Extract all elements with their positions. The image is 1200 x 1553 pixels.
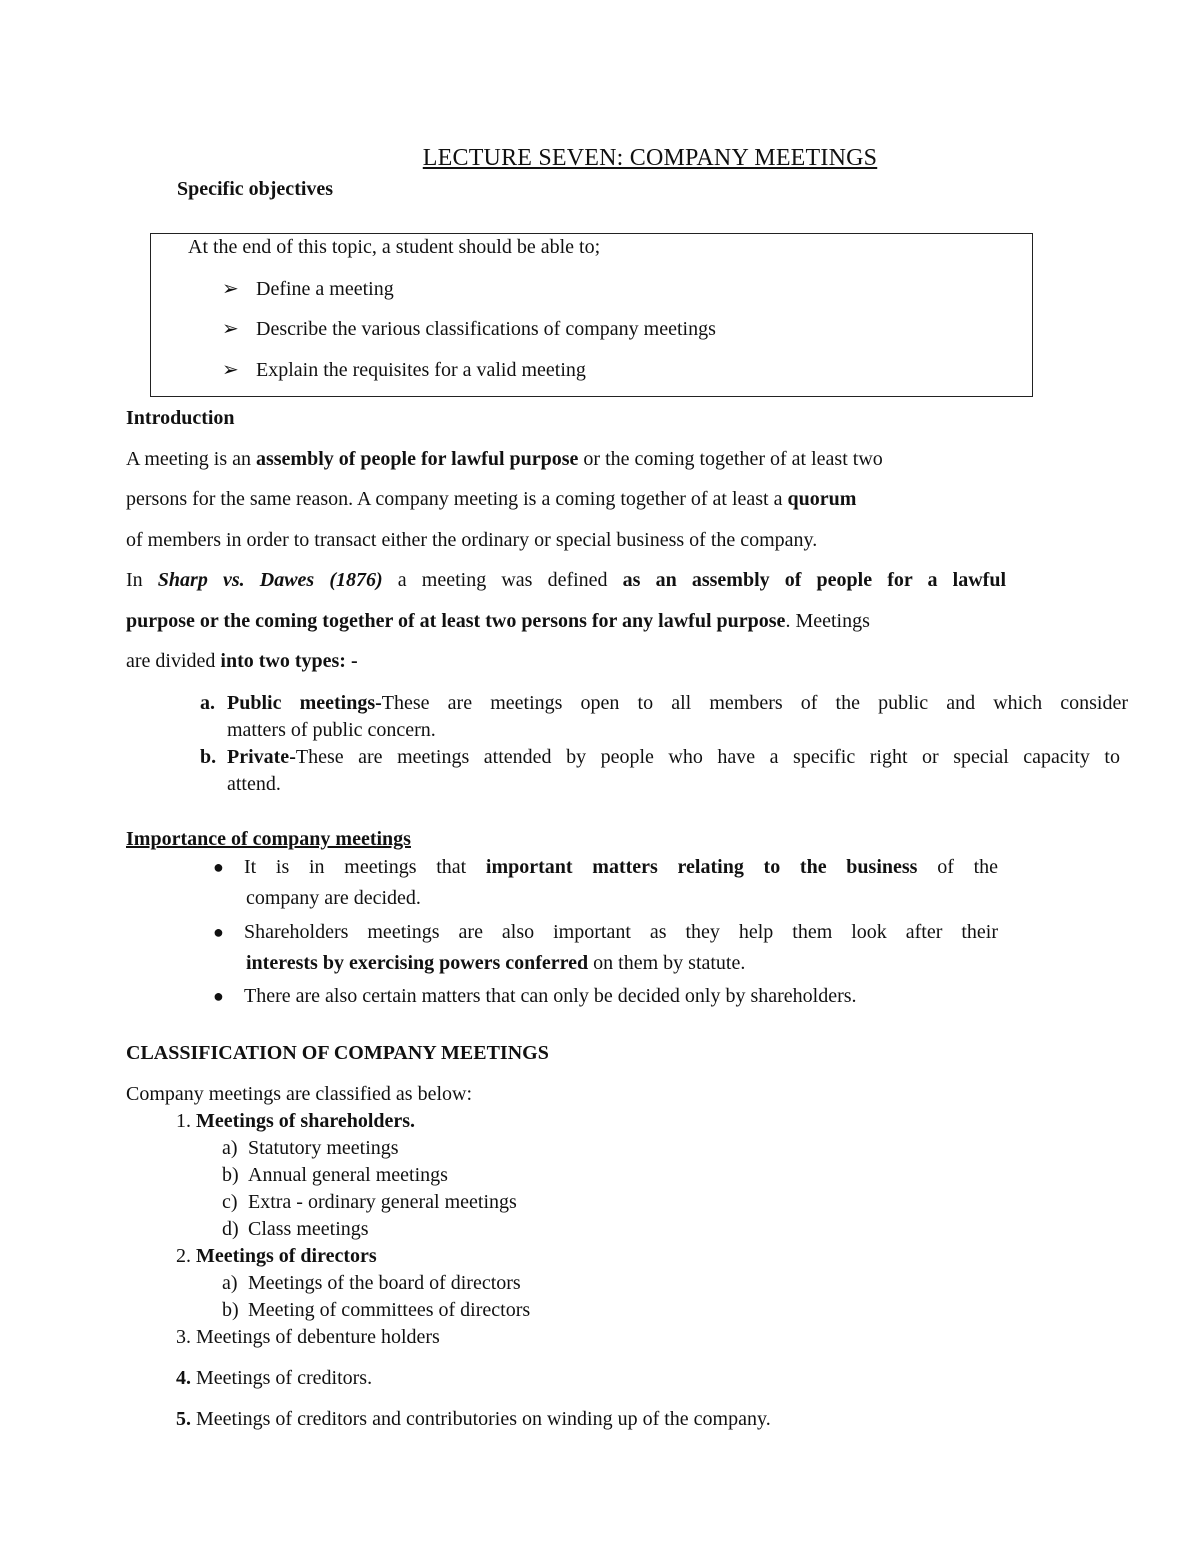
types-intro-line: are divided into two types: - <box>126 650 358 672</box>
meeting-type-private-cont: attend. <box>227 773 281 795</box>
classification-group: 3. Meetings of debenture holders <box>176 1326 440 1348</box>
meeting-type-private: b. Private-These are meetings attended by people who have a specific right or special capacity to <box>200 746 1120 768</box>
case-definition-line: In Sharp vs. Dawes (1876) a meeting was defined as an assembly of people for a lawful <box>126 569 1007 591</box>
importance-bullet-cont: company are decided. <box>246 887 421 909</box>
objective-item: ➢ Explain the requisites for a valid meeting <box>222 359 586 381</box>
intro-line: of members in order to transact either the ordinary or special business of the company. <box>126 529 818 551</box>
importance-bullet: ● It is in meetings that important matters relating to the business of the <box>213 856 999 878</box>
classification-group: 2. Meetings of directors <box>176 1245 377 1267</box>
case-definition-line: purpose or the coming together of at least two persons for any lawful purpose. Meetings <box>126 610 870 632</box>
introduction-heading: Introduction <box>126 407 235 429</box>
importance-heading: Importance of company meetings <box>126 828 411 850</box>
importance-bullet-cont: interests by exercising powers conferred on them by statute. <box>246 952 746 974</box>
classification-group: 4. Meetings of creditors. <box>176 1367 373 1389</box>
objective-item: ➢ Describe the various classifications of company meetings <box>222 318 716 340</box>
arrow-bullet-icon: ➢ <box>222 359 239 381</box>
intro-line: A meeting is an assembly of people for lawful purpose or the coming together of at least two <box>126 448 883 470</box>
arrow-bullet-icon: ➢ <box>222 318 239 340</box>
bullet-icon: ● <box>213 857 224 877</box>
bullet-icon: ● <box>213 922 224 942</box>
objectives-intro: At the end of this topic, a student should be able to; <box>188 236 601 258</box>
classification-group: 5. Meetings of creditors and contributories on winding up of the company. <box>176 1408 771 1430</box>
meeting-type-public-cont: matters of public concern. <box>227 719 436 741</box>
specific-objectives-heading: Specific objectives <box>177 178 334 200</box>
page-title: LECTURE SEVEN: COMPANY MEETINGS <box>422 145 878 171</box>
classification-sub-item: a) Meetings of the board of directors <box>222 1272 521 1294</box>
classification-heading: CLASSIFICATION OF COMPANY MEETINGS <box>126 1042 549 1064</box>
classification-sub-item: b) Meeting of committees of directors <box>222 1299 531 1321</box>
classification-group: 1. Meetings of shareholders. <box>176 1110 416 1132</box>
arrow-bullet-icon: ➢ <box>222 278 239 300</box>
importance-bullet: ● There are also certain matters that can only be decided only by shareholders. <box>213 985 857 1007</box>
classification-intro: Company meetings are classified as below: <box>126 1083 473 1105</box>
intro-line: persons for the same reason. A company meeting is a coming together of at least a quorum <box>126 488 857 510</box>
classification-sub-item: c) Extra - ordinary general meetings <box>222 1191 517 1213</box>
classification-sub-item: d) Class meetings <box>222 1218 369 1240</box>
importance-bullet: ● Shareholders meetings are also important as they help them look after their <box>213 921 998 943</box>
meeting-type-public: a. Public meetings-These are meetings open to all members of the public and which consider <box>200 692 1128 714</box>
classification-sub-item: a) Statutory meetings <box>222 1137 399 1159</box>
bullet-icon: ● <box>213 986 224 1006</box>
objective-item: ➢ Define a meeting <box>222 278 394 300</box>
classification-sub-item: b) Annual general meetings <box>222 1164 448 1186</box>
